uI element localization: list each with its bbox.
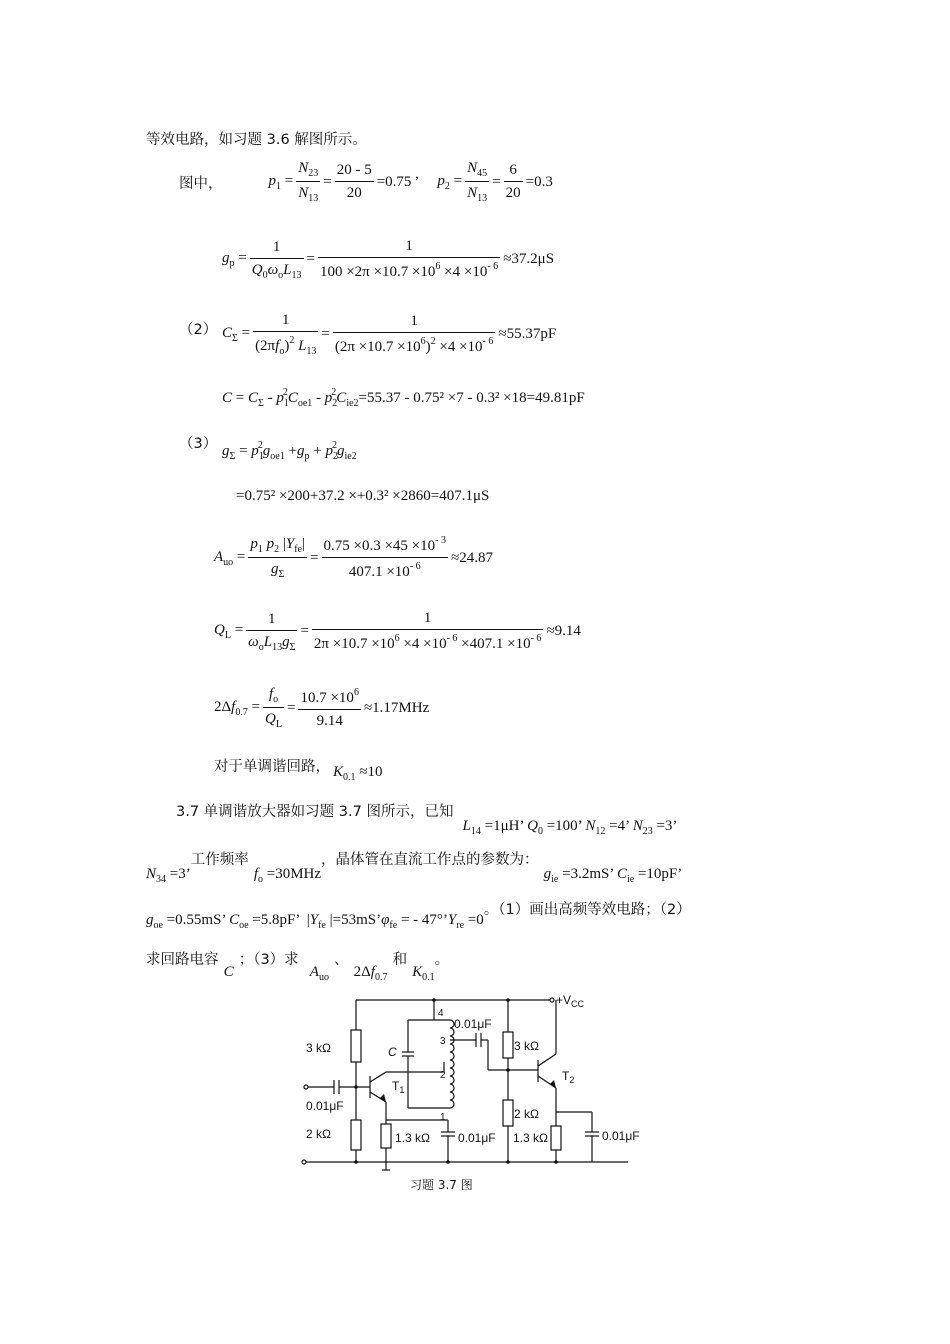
ce1-label: 0.01μF	[458, 1131, 496, 1145]
bw-value: ≈1.17MHz	[363, 699, 430, 716]
part3-label: （3）	[179, 436, 218, 452]
q0-value: =100	[546, 818, 578, 834]
n23-value: =3	[656, 818, 673, 834]
gp-equation: $g_p$ = $\frac{1}{Q_0\omega_oL_{13}}$ = $\frac{1}{100 \times 2\pi \times 10.7 \times 10^6 \times 4 \times 10^{- 6}}$ ≈37.2μS	[222, 238, 555, 281]
k-line: 对于单调谐回路， $K_{0.1} \approx 10$	[214, 748, 383, 783]
gp-value: ≈37.2μS	[503, 251, 555, 267]
auo-value: ≈24.87	[451, 549, 493, 566]
problem-line2: $N_{34} =3$’工作频率 $f_o =30MHz$，晶体管在直流工作点的参数为： $g_{ie} =3.2mS$’ $C_{ie} =10pF$’	[146, 852, 683, 885]
k-label: 对于单调谐回路，	[214, 759, 330, 775]
csum-value: ≈55.37pF	[498, 326, 557, 342]
fig-label: 图中，	[179, 175, 223, 192]
yre-value: =0	[467, 912, 484, 928]
cin-label: 0.01μF	[306, 1099, 344, 1113]
t1-label: $T_1$	[392, 1079, 405, 1095]
c-value: =55.37 - 0.75² ×7 - 0.3² ×18=49.81pF	[358, 390, 585, 406]
auo-equation: $A_{uo}$ = $\frac{p_1 p_2 |Y_{fe}|}{g_\Sigma}$ = $\frac{0.75 \times 0.3 \times 45 \times 10^{- 3}}{407.1 \times 10^{- 6}}$ ≈24.87	[214, 535, 493, 580]
r1-label: 3 kΩ	[306, 1041, 331, 1055]
ctune-label: C	[388, 1045, 397, 1059]
gsum-equation: $g_\Sigma = p_1^2g_{oe1} +g_p + p_2^2g_{ie2}$	[222, 440, 357, 462]
p2-value: =0.3	[525, 173, 553, 190]
p-equations: 图中， $p_1$ = $\frac{N_{23}}{N_{13}}$ = $\frac{20 - 5}{20}$ =0.75 ’ $p_2$ = $\frac{N_{45}}{N_{13}}$ = $\frac{6}{20}$ =0.3	[179, 160, 553, 204]
ce2-label: 0.01μF	[602, 1129, 640, 1143]
k-value: ≈10	[359, 764, 383, 780]
tap2-label: 2	[440, 1070, 446, 1081]
r5-label: 2 kΩ	[514, 1107, 539, 1121]
c-equation: $C = C_\Sigma - p_1^2C_{oe1} - p_2^2C_{ie2}=55.37 - 0.75^2 \times 7 - 0.3^2 \times 18=49.81pF$	[222, 387, 585, 409]
r3-label: 1.3 kΩ	[395, 1131, 430, 1145]
r2-label: 2 kΩ	[306, 1127, 331, 1141]
gie-value: =3.2mS	[562, 866, 610, 882]
goe-value: =0.55mS	[166, 912, 222, 928]
task2-text: 求回路电容	[146, 952, 219, 968]
l14-value: =1μH	[484, 818, 520, 834]
part2-label: （2）	[179, 322, 218, 338]
coe-value: =5.8pF	[252, 912, 296, 928]
csum-equation: $C_\Sigma$ = $\frac{1}{(2\pi f_o)^2 L_{13}}$ = $\frac{1}{(2\pi \times 10.7 \times 10^6)^2 \times 4 \times 10^{- 6}}$ ≈55.37pF	[222, 312, 557, 357]
n12-value: =4	[609, 818, 626, 834]
bw-equation: $2\Delta f_{0.7}$ = $\frac{f_o}{Q_L}$ = $\frac{10.7 \times 10^6}{9.14}$ ≈1.17MHz	[214, 686, 430, 730]
r6-label: 1.3 kΩ	[513, 1131, 548, 1145]
ql-value: ≈9.14	[546, 623, 581, 639]
gsum-expand: =0.75² ×200+37.2 ×+0.3² ×2860=407.1μS	[236, 488, 490, 504]
freq-text: 工作频率	[190, 852, 249, 868]
task3-text: ；（3）求	[238, 952, 299, 968]
tap3-label: 3	[440, 1036, 446, 1047]
yfe-value: |=53mS	[329, 912, 377, 928]
problem-line3: $g_{oe} =0.55mS$’ $C_{oe} =5.8pF$’ $|Y_{fe}$ $|=53mS’\varphi_{fe}$ = - $47^\circ’Y_{re} =0$。（1）画出高频等效电路；（2）	[146, 902, 691, 931]
t2-label: $T_2$	[562, 1069, 575, 1085]
vcc-label: $+V_{CC}$	[556, 993, 585, 1009]
figure-caption: 习题 3.7 图	[410, 1178, 473, 1192]
cie-value: =10pF	[637, 866, 678, 882]
end-text: 。	[434, 952, 450, 968]
params-text: 晶体管在直流工作点的参数为：	[335, 852, 539, 868]
problem-line4: 求回路电容 C ；（3）求 $A_{uo}$ 、 $2\Delta f_{0.7}$ 和 $K_{0.1}$。	[146, 952, 450, 983]
ccouple-label: 0.01μF	[454, 1017, 492, 1031]
fo-value: =30MHz	[266, 866, 322, 882]
circuit-diagram	[298, 990, 658, 1175]
p1-value: =0.75	[376, 173, 412, 190]
problem-line1: 3.7 单调谐放大器如习题 3.7 图所示，已知 $L_{14} =1\mu H$’ $Q_0 =100$’ $N_{12} =4$’ $N_{23} =3$’	[176, 804, 678, 837]
tap1-label: 1	[440, 1112, 446, 1123]
phi-value: = - 47°	[400, 912, 443, 928]
tap4-label: 4	[438, 1008, 444, 1019]
and-text: 和	[392, 952, 408, 968]
intro-line: 等效电路，如习题 3.6 解图所示。	[146, 132, 367, 148]
ql-equation: $Q_L$ = $\frac{1}{\omega_oL_{13}g_\Sigma}$ = $\frac{1}{2\pi \times 10.7 \times 10^6 \times 4 \times 10^{- 6} \times 407.1 \times 10^{- 6}}$ ≈9.14	[214, 610, 581, 653]
task1-text: 。（1）画出高频等效电路；（2）	[483, 902, 691, 918]
r4-label: 3 kΩ	[514, 1039, 539, 1053]
problem-intro: 3.7 单调谐放大器如习题 3.7 图所示，已知	[176, 804, 454, 820]
n34-value: =3	[169, 866, 186, 882]
